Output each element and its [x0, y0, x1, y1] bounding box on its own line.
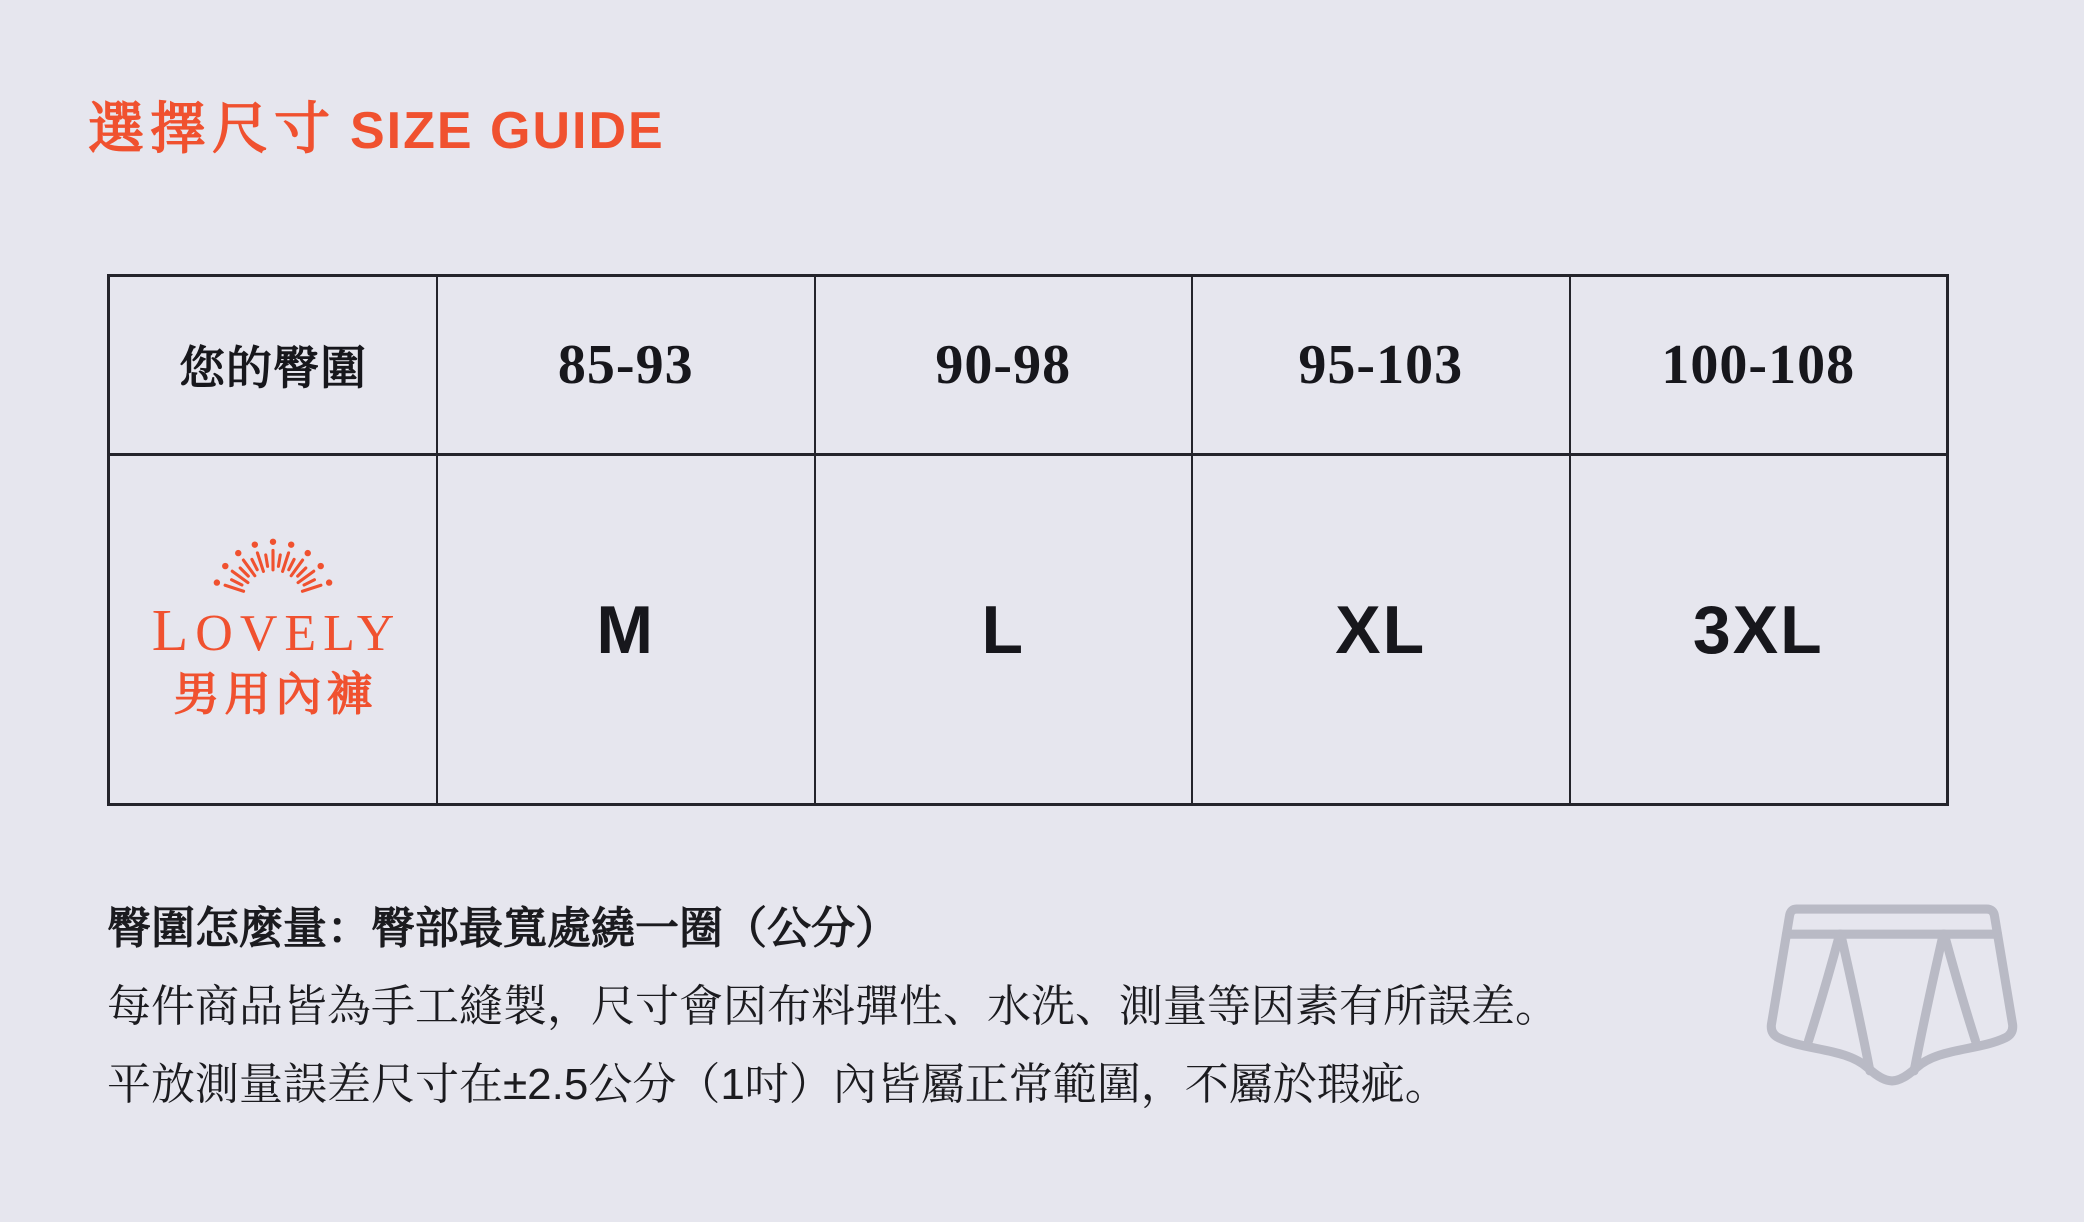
note-tolerance: 平放測量誤差尺寸在±2.5公分（1吋）內皆屬正常範圍，不屬於瑕疵。 [107, 1060, 1449, 1109]
size-cell-3xl [1569, 456, 1947, 803]
brand-product-line: 男用內褲 [173, 667, 378, 720]
hip-range-value: 100-108 [1661, 334, 1856, 396]
table-header-hip-label [110, 277, 436, 456]
table-header-range-2 [814, 277, 1192, 456]
size-value: M [596, 591, 656, 668]
note-handmade: 每件商品皆為手工縫製，尺寸會因布料彈性、水洗、測量等因素有所誤差。 [107, 982, 1559, 1031]
brand-name: LOVELY [151, 596, 402, 663]
size-table [107, 274, 1949, 806]
size-value: XL [1335, 591, 1427, 668]
page-title-en: SIZE GUIDE [350, 102, 665, 160]
size-cell-xl [1191, 456, 1569, 803]
brand-cell [110, 456, 436, 803]
hip-measure-label: 您的臀圍 [179, 342, 367, 394]
hip-range-value: 90-98 [935, 334, 1072, 396]
briefs-underwear-icon [1763, 901, 2020, 1097]
measurement-notes [107, 890, 1559, 1124]
size-cell-m [436, 456, 814, 803]
size-value: 3XL [1692, 591, 1824, 668]
table-header-range-3 [1191, 277, 1569, 456]
page-title-zh: 選擇尺寸 [88, 99, 336, 161]
table-header-range-4 [1569, 277, 1947, 456]
table-header-range-1 [436, 277, 814, 456]
hip-range-value: 95-103 [1298, 334, 1464, 396]
note-how-to-measure: 臀圍怎麼量：臀部最寬處繞一圈（公分） [107, 904, 899, 953]
hip-range-value: 85-93 [557, 334, 694, 396]
size-value: L [981, 591, 1026, 668]
size-cell-l [814, 456, 1192, 803]
crown-rays-icon [211, 535, 335, 595]
page-title [88, 100, 665, 167]
